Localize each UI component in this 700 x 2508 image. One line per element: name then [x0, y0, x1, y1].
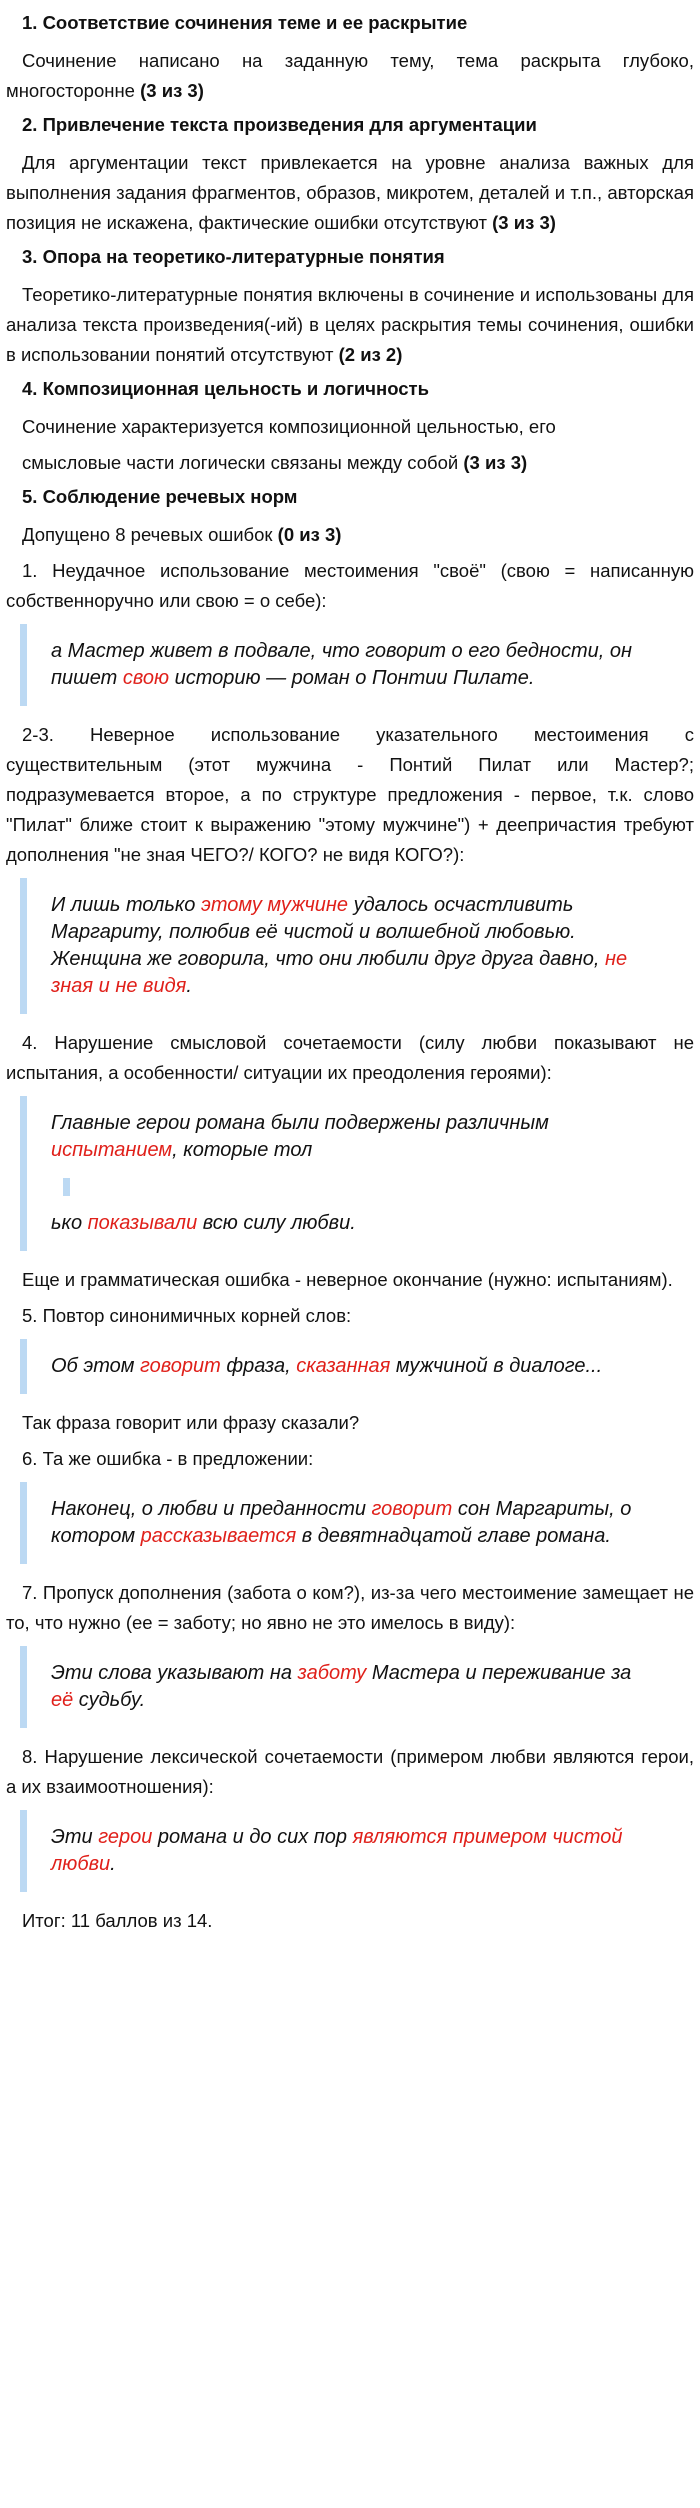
error-7-quote: Эти слова указывают на заботу Мастера и переживание за её судьбу.	[20, 1646, 694, 1728]
error-highlight: заботу	[297, 1662, 367, 1684]
error-6-description: 6. Та же ошибка - в предложении:	[22, 1448, 314, 1469]
error-highlight: свою	[122, 667, 170, 689]
criterion-3-score: (2 из 2)	[338, 344, 403, 365]
error-4-quote: Главные герои романа были подвержены различным испытанием, которые тол ько показывали всю силу любви.	[20, 1096, 694, 1251]
error-highlight: показывали	[87, 1212, 198, 1234]
error-highlight: её	[51, 1689, 74, 1711]
error-highlight: являются примером чистой любви	[51, 1826, 623, 1875]
criterion-5-heading: 5. Соблюдение речевых норм	[22, 486, 298, 507]
criterion-5-score: (0 из 3)	[277, 524, 342, 545]
error-2-3-quote: И лишь только этому мужчине удалось осчастливить Маргариту, полюбив её чистой и волшебной любовью. Женщина же говорила, что они любили друг друга давно, не зная и не видя.	[20, 878, 694, 1014]
criterion-2-heading: 2. Привлечение текста произведения для аргументации	[22, 114, 537, 135]
error-highlight: сказанная	[296, 1355, 391, 1377]
error-highlight: испытанием	[51, 1139, 173, 1161]
error-1-description: 1. Неудачное использование местоимения "своё" (свою = написанную собственноручно или свою = о себе):	[6, 560, 694, 611]
criterion-4-score: (3 из 3)	[463, 452, 528, 473]
error-2-3-description: 2-3. Неверное использование указательного местоимения с существительным (этот мужчина - Понтий Пилат или Мастер?; подразумевается второе, а по структуре предложения - первое, т.к. слово "Пилат" ближе стоит к выражению "этому мужчине") + деепричастия требуют дополнения "не зная ЧЕГО?/ КОГО? не видя КОГО?):	[6, 724, 694, 865]
error-1-quote: а Мастер живет в подвале, что говорит о его бедности, он пишет свою историю — роман о Понтии Пилате.	[20, 624, 694, 706]
error-8-quote: Эти герои романа и до сих пор являются примером чистой любви.	[20, 1810, 694, 1892]
criterion-1-score: (3 из 3)	[140, 80, 204, 101]
criterion-1-heading: 1. Соответствие сочинения теме и ее раскрытие	[22, 12, 468, 33]
criterion-2-text: Для аргументации текст привлекается на уровне анализа важных для выполнения задания фрагментов, образов, микротем, деталей и т.п., авторская позиция не искажена, фактические ошибки отсутствуют (3 из 3)	[6, 152, 694, 233]
nested-quote-marker	[63, 1178, 634, 1196]
error-highlight: герои	[98, 1826, 153, 1848]
error-8-description: 8. Нарушение лексической сочетаемости (примером любви являются герои, а их взаимоотношения):	[6, 1746, 694, 1797]
criterion-4-heading: 4. Композиционная цельность и логичность	[22, 378, 429, 399]
criterion-1-text: Сочинение написано на заданную тему, тема раскрыта глубоко, многосторонне (3 из 3)	[6, 50, 694, 101]
error-5-note: Так фраза говорит или фразу сказали?	[22, 1412, 360, 1433]
error-6-quote: Наконец, о любви и преданности говорит сон Маргариты, о котором рассказывается в девятнадцатой главе романа.	[20, 1482, 694, 1564]
error-5-description: 5. Повтор синонимичных корней слов:	[22, 1305, 352, 1326]
error-4-note: Еще и грамматическая ошибка - неверное окончание (нужно: испытаниям).	[22, 1269, 673, 1290]
criterion-3-heading: 3. Опора на теоретико-литературные понятия	[22, 246, 445, 267]
total-score: Итог: 11 баллов из 14.	[22, 1910, 213, 1931]
error-5-quote: Об этом говорит фраза, сказанная мужчиной в диалоге...	[20, 1339, 694, 1394]
error-highlight: не зная и не видя	[51, 948, 628, 997]
criterion-4-line-2: смысловые части логически связаны между собой (3 из 3)	[22, 452, 528, 473]
error-highlight: этому мужчине	[200, 894, 349, 916]
criterion-4-line-1: Сочинение характеризуется композиционной цельностью, его	[22, 416, 556, 437]
error-highlight: рассказывается	[140, 1525, 297, 1547]
error-4-description: 4. Нарушение смысловой сочетаемости (силу любви показывают не испытания, а особенности/ ситуации их преодоления героями):	[6, 1032, 694, 1083]
criterion-5-text: Допущено 8 речевых ошибок (0 из 3)	[22, 524, 342, 545]
error-highlight: говорит	[371, 1498, 453, 1520]
error-7-description: 7. Пропуск дополнения (забота о ком?), из-за чего местоимение замещает не то, что нужно (ее = заботу; но явно не это имелось в виду):	[6, 1582, 694, 1633]
criterion-3-text: Теоретико-литературные понятия включены в сочинение и использованы для анализа текста произведения(-ий) в целях раскрытия темы сочинения, ошибки в использовании понятий отсутствуют (2 из 2)	[6, 284, 694, 365]
error-highlight: говорит	[140, 1355, 221, 1377]
criterion-2-score: (3 из 3)	[492, 212, 556, 233]
